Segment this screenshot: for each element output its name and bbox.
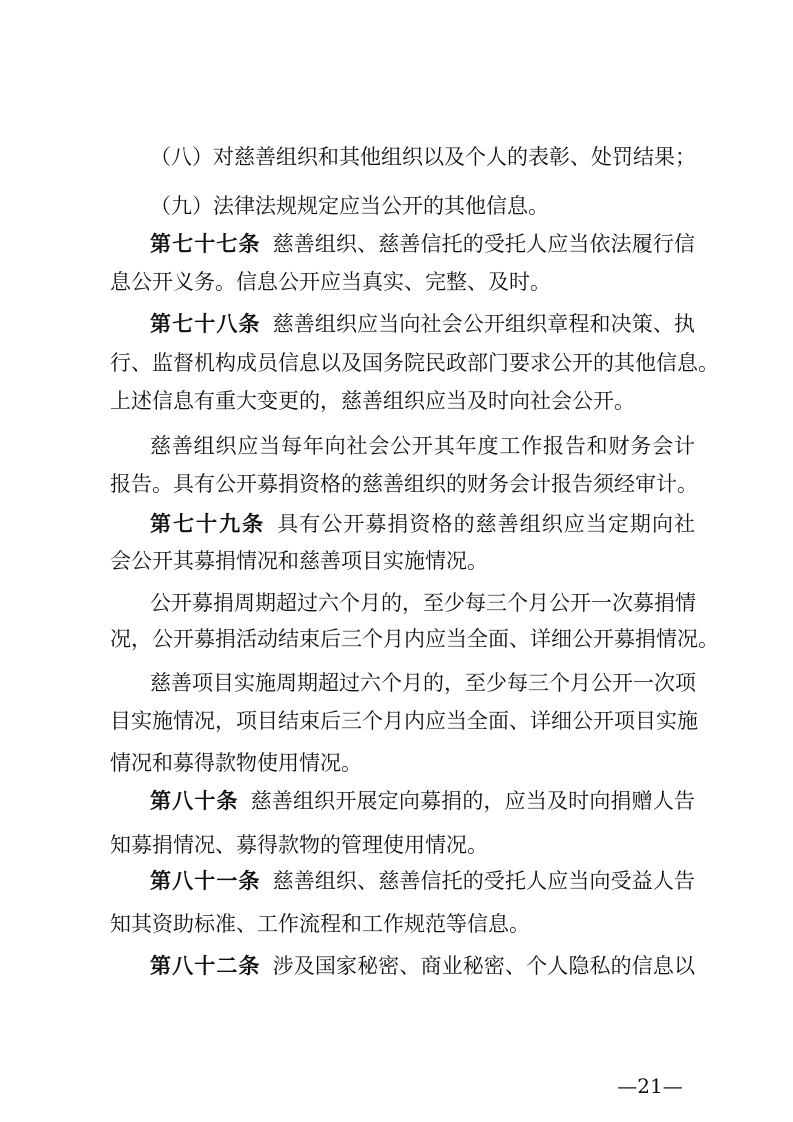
text-line (110, 751, 695, 777)
line-text: 知募捐情况、募得款物的管理使用情况。 (110, 833, 488, 857)
article-number: 第八十二条 (150, 953, 261, 978)
line-text: 慈善组织、慈善信托的受托人应当向受益人告 (272, 869, 695, 893)
line-text: 慈善项目实施周期超过六个月的，至少每三个月公开一次项 (150, 671, 696, 695)
article-number: 第八十条 (150, 788, 239, 813)
text-line (150, 194, 695, 220)
line-text: 知其资助标准、工作流程和工作规范等信息。 (110, 912, 530, 936)
article-number: 第七十八条 (150, 311, 261, 336)
line-text: 情况和募得款物使用情况。 (110, 751, 362, 775)
line-text: 况，公开募捐活动结束后三个月内应当全面、详细公开募捐情况。 (110, 627, 719, 651)
text-line (150, 312, 695, 338)
text-line (150, 671, 695, 697)
article-number: 第七十九条 (150, 511, 266, 536)
text-line (110, 389, 695, 415)
line-text: 慈善组织应当向社会公开组织章程和决策、执 (272, 312, 695, 336)
line-text: 慈善组织应当每年向社会公开其年度工作报告和财务会计 (150, 434, 695, 458)
line-text: 慈善组织、慈善信托的受托人应当依法履行信 (272, 232, 695, 256)
line-text: 会公开其募捐情况和慈善项目实施情况。 (110, 549, 488, 573)
text-line (110, 351, 719, 377)
text-line (150, 232, 695, 258)
text-line (150, 869, 695, 895)
text-line (150, 512, 695, 538)
page-number: —21— (617, 1074, 683, 1098)
text-line (110, 912, 695, 938)
line-text: 目实施情况，项目结束后三个月内应当全面、详细公开项目实施 (110, 709, 698, 733)
line-text: （八）对慈善组织和其他组织以及个人的表彰、处罚结果； (150, 145, 696, 169)
text-line (150, 954, 695, 980)
article-number: 第七十七条 (150, 231, 261, 256)
text-line (110, 549, 695, 575)
text-line (110, 472, 698, 498)
line-text: 行、监督机构成员信息以及国务院民政部门要求公开的其他信息。 (110, 351, 719, 375)
line-text: （九）法律法规规定应当公开的其他信息。 (150, 194, 549, 218)
line-text: 涉及国家秘密、商业秘密、个人隐私的信息以 (272, 954, 695, 978)
line-text: 具有公开募捐资格的慈善组织应当定期向社 (277, 512, 695, 536)
text-line (110, 627, 719, 653)
line-text: 报告。具有公开募捐资格的慈善组织的财务会计报告须经审计。 (110, 472, 698, 496)
line-text: 慈善组织开展定向募捐的，应当及时向捐赠人告 (250, 789, 696, 813)
text-line (150, 789, 695, 815)
text-line (110, 270, 695, 296)
line-text: 公开募捐周期超过六个月的，至少每三个月公开一次募捐情 (150, 591, 696, 615)
text-line (110, 709, 698, 735)
text-line (110, 833, 695, 859)
line-text: 息公开义务。信息公开应当真实、完整、及时。 (110, 270, 551, 294)
article-number: 第八十一条 (150, 868, 261, 893)
text-line (150, 434, 695, 460)
text-line (150, 145, 695, 171)
line-text: 上述信息有重大变更的，慈善组织应当及时向社会公开。 (110, 389, 635, 413)
text-line (150, 591, 695, 617)
